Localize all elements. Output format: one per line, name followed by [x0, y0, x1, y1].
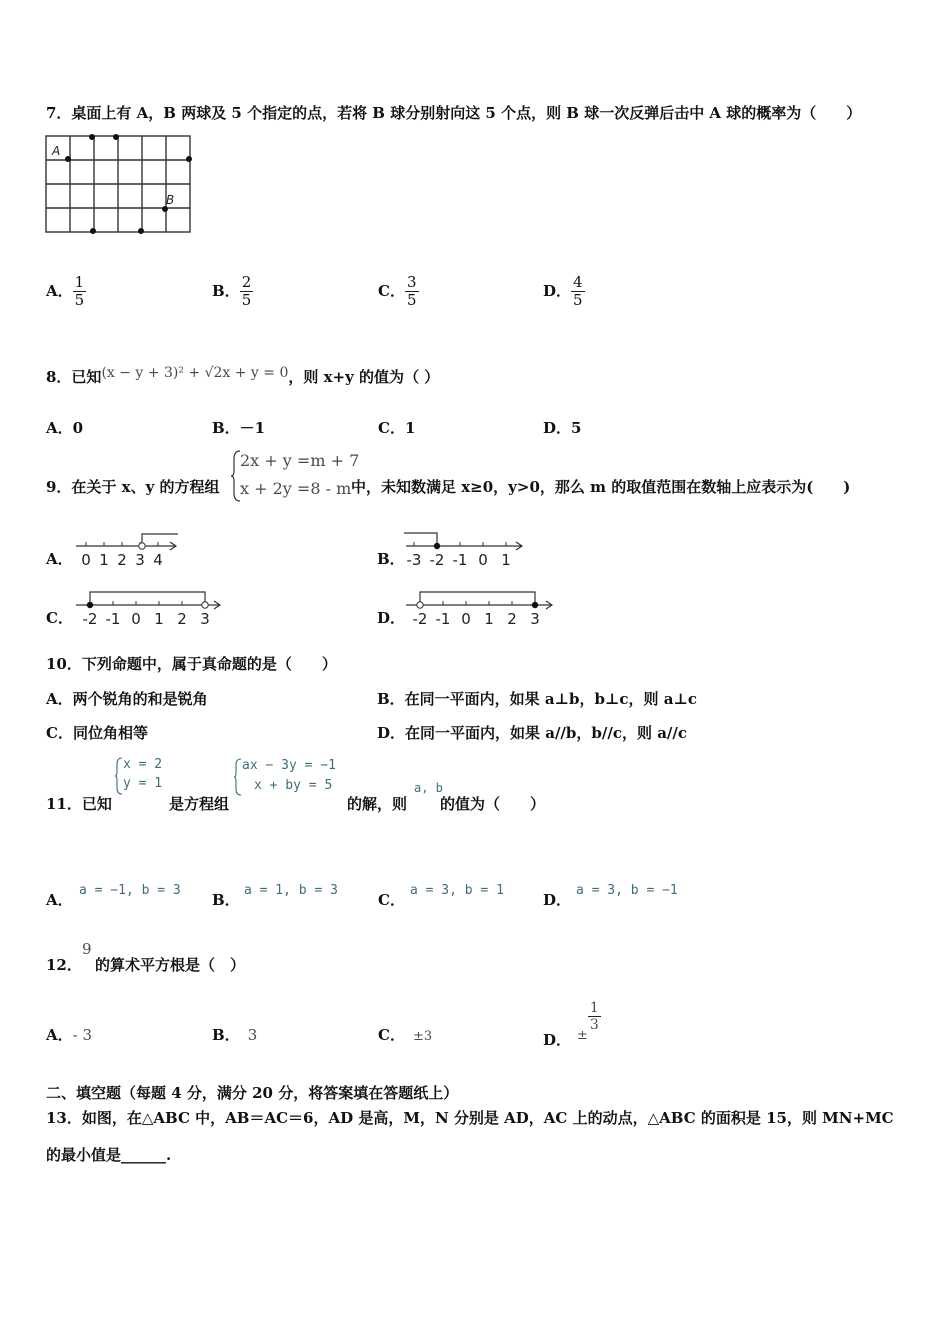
- q7-option-b[interactable]: B． $\frac{2}{5}$: [212, 273, 252, 310]
- svg-text:-2: -2: [429, 551, 445, 569]
- q8-option-a[interactable]: A．0: [46, 419, 84, 437]
- q11-option-d-value[interactable]: a = 3, b = −1: [576, 883, 678, 898]
- q10-option-a[interactable]: A．两个锐角的和是锐角: [46, 690, 208, 708]
- q11-suffix: 的值为（ ）: [440, 795, 546, 813]
- q9-option-b-label[interactable]: B．: [377, 550, 405, 568]
- q9-prefix: 9．在关于 x、y 的方程组: [46, 478, 220, 496]
- q11-vars: a, b: [414, 781, 443, 795]
- q11-sol2: y = 1: [123, 776, 163, 791]
- svg-text:3: 3: [135, 551, 145, 569]
- q12-radicand: 9: [82, 940, 92, 958]
- q7-grid-figure: [44, 134, 196, 236]
- q12-option-d[interactable]: D． ± $\frac{1}{3}$: [543, 1000, 599, 1049]
- q11-option-a-value[interactable]: a = −1, b = 3: [79, 883, 181, 898]
- q11-sol1: x = 2: [123, 757, 163, 772]
- q12-option-a[interactable]: A．- 3: [46, 1026, 93, 1044]
- q9-option-c-numberline[interactable]: [72, 587, 226, 631]
- q9-option-b-numberline[interactable]: [402, 528, 526, 572]
- svg-text:-3: -3: [406, 551, 422, 569]
- q9-option-c-label[interactable]: C．: [46, 609, 73, 627]
- q11-mid2: 的解，则: [347, 795, 408, 813]
- q8-option-d[interactable]: D．5: [543, 419, 582, 437]
- q12-option-b[interactable]: B． 3: [212, 1026, 258, 1044]
- q8-formula: (x − y + 3)² + √2x + y = 0: [101, 365, 289, 381]
- svg-text:4: 4: [153, 551, 163, 569]
- q8-stem: 8．已知(x − y + 3)² + √2x + y = 0，则 x+y 的值为（ ）: [46, 365, 440, 386]
- q12-suffix: 的算术平方根是（ ）: [95, 956, 246, 974]
- q9-option-d-label[interactable]: D．: [377, 609, 406, 627]
- q9-eq1: 2x + y =m + 7: [240, 451, 360, 470]
- svg-text:1: 1: [154, 610, 164, 628]
- q11-eq2: x + by = 5: [254, 778, 333, 793]
- svg-text:1: 1: [99, 551, 109, 569]
- q11-eq1: ax − 3y = −1: [242, 758, 336, 773]
- q7-option-c[interactable]: C． $\frac{3}{5}$: [378, 273, 417, 310]
- q9-suffix: 中，未知数满足 x≥0，y>0，那么 m 的取值范围在数轴上应表示为( ): [351, 478, 851, 496]
- q7-stem: 7．桌面上有 A，B 两球及 5 个指定的点，若将 B 球分别射向这 5 个点，则 B 球一次反弹后击中 A 球的概率为（ ）: [46, 104, 862, 122]
- section-2-heading: 二、填空题（每题 4 分，满分 20 分，将答案填在答题纸上）: [46, 1084, 459, 1102]
- q11-option-c-value[interactable]: a = 3, b = 1: [410, 883, 504, 898]
- q10-option-b[interactable]: B．在同一平面内，如果 a⊥b，b⊥c，则 a⊥c: [377, 690, 698, 708]
- q13-line1: 13．如图，在△ABC 中，AB＝AC＝6，AD 是高，M，N 分别是 AD，AC 上的动点，△ABC 的面积是 15，则 MN+MC: [46, 1109, 894, 1127]
- q11-option-c-label[interactable]: C．: [378, 891, 405, 909]
- svg-text:0: 0: [461, 610, 471, 628]
- q10-option-d[interactable]: D．在同一平面内，如果 a//b，b//c，则 a//c: [377, 724, 688, 742]
- q11-option-b-label[interactable]: B．: [212, 891, 240, 909]
- q12-number: 12．: [46, 956, 82, 974]
- q11-prefix: 11．已知: [46, 795, 112, 813]
- svg-text:2: 2: [117, 551, 127, 569]
- label-b: B: [166, 193, 175, 207]
- svg-text:2: 2: [507, 610, 517, 628]
- q7-option-a[interactable]: A． $\frac{1}{5}$: [46, 273, 85, 310]
- q12-option-c[interactable]: C． ±3: [378, 1026, 433, 1044]
- label-a: A: [52, 144, 61, 158]
- svg-text:-2: -2: [82, 610, 98, 628]
- q8-option-b[interactable]: B．－1: [212, 419, 266, 437]
- q10-stem: 10．下列命题中，属于真命题的是（ ）: [46, 655, 337, 673]
- svg-text:-2: -2: [412, 610, 428, 628]
- svg-text:2: 2: [177, 610, 187, 628]
- svg-text:-1: -1: [105, 610, 121, 628]
- q13-line2: 的最小值是______.: [46, 1146, 172, 1164]
- svg-text:1: 1: [484, 610, 494, 628]
- svg-text:0: 0: [81, 551, 91, 569]
- svg-text:-1: -1: [452, 551, 468, 569]
- q7-option-d[interactable]: D． $\frac{4}{5}$: [543, 273, 583, 310]
- q11-option-a-label[interactable]: A．: [46, 891, 73, 909]
- svg-text:3: 3: [530, 610, 540, 628]
- q9-option-a-label[interactable]: A．: [46, 550, 73, 568]
- q9-option-a-numberline[interactable]: [72, 528, 184, 572]
- svg-text:0: 0: [478, 551, 488, 569]
- svg-text:1: 1: [501, 551, 511, 569]
- svg-text:-1: -1: [435, 610, 451, 628]
- svg-text:3: 3: [200, 610, 210, 628]
- q11-mid: 是方程组: [169, 795, 230, 813]
- q10-option-c[interactable]: C．同位角相等: [46, 724, 148, 742]
- q9-option-d-numberline[interactable]: [402, 587, 558, 631]
- q11-option-d-label[interactable]: D．: [543, 891, 572, 909]
- q11-option-b-value[interactable]: a = 1, b = 3: [244, 883, 338, 898]
- q9-eq2: x + 2y =8 - m: [240, 479, 352, 498]
- svg-text:0: 0: [131, 610, 141, 628]
- q8-option-c[interactable]: C．1: [378, 419, 416, 437]
